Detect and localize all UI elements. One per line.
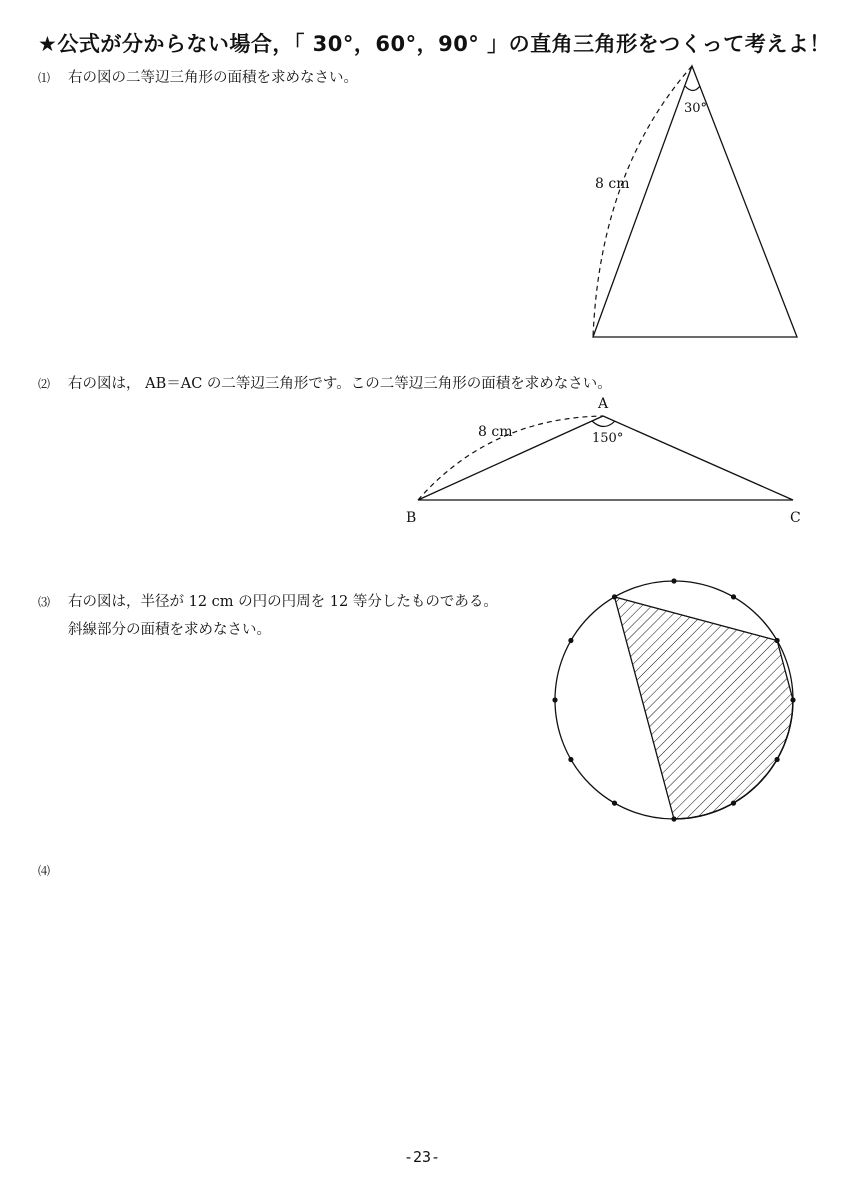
triangle-abc (418, 416, 793, 500)
division-point (612, 801, 617, 806)
angle-mark (685, 86, 700, 91)
question-text: 右の図は， AB＝AC の二等辺三角形です。この二等辺三角形の面積を求めなさい。 (68, 376, 612, 392)
question-3-line-2: 斜線部分の面積を求めなさい。 (68, 622, 271, 638)
division-point (568, 757, 573, 762)
division-point (775, 757, 780, 762)
side-label: 8 cm (478, 424, 513, 440)
question-text: 右の図の二等辺三角形の面積を求めなさい。 (68, 70, 358, 86)
vertex-a-label: A (598, 396, 609, 412)
figure-1 (593, 66, 797, 337)
question-number: ⑷ (38, 864, 51, 878)
division-point (731, 594, 736, 599)
question-number: ⑴ (38, 71, 51, 85)
angle-label: 30° (684, 101, 708, 116)
question-text: 右の図は，半径が 12 cm の円の円周を 12 等分したものである。 (68, 594, 498, 610)
question-number: ⑶ (38, 595, 51, 609)
division-point (671, 578, 676, 583)
figure-2 (406, 396, 801, 526)
page-title: ★公式が分からない場合，「 30°，60°，90° 」の直角三角形をつくって考えよ！ (38, 32, 831, 56)
division-point (671, 816, 676, 821)
vertex-c-label: C (790, 510, 801, 526)
hatched-region (615, 597, 794, 819)
division-point (568, 638, 573, 643)
page-number: -23- (403, 1148, 441, 1166)
division-point (731, 801, 736, 806)
question-number: ⑵ (38, 377, 51, 391)
division-point (612, 594, 617, 599)
figure-3 (552, 578, 795, 821)
angle-mark (592, 421, 615, 427)
division-point (552, 697, 557, 702)
vertex-b-label: B (406, 510, 417, 526)
division-point (775, 638, 780, 643)
side-label: 8 cm (595, 176, 630, 192)
division-point (790, 697, 795, 702)
angle-label: 150° (592, 431, 624, 446)
